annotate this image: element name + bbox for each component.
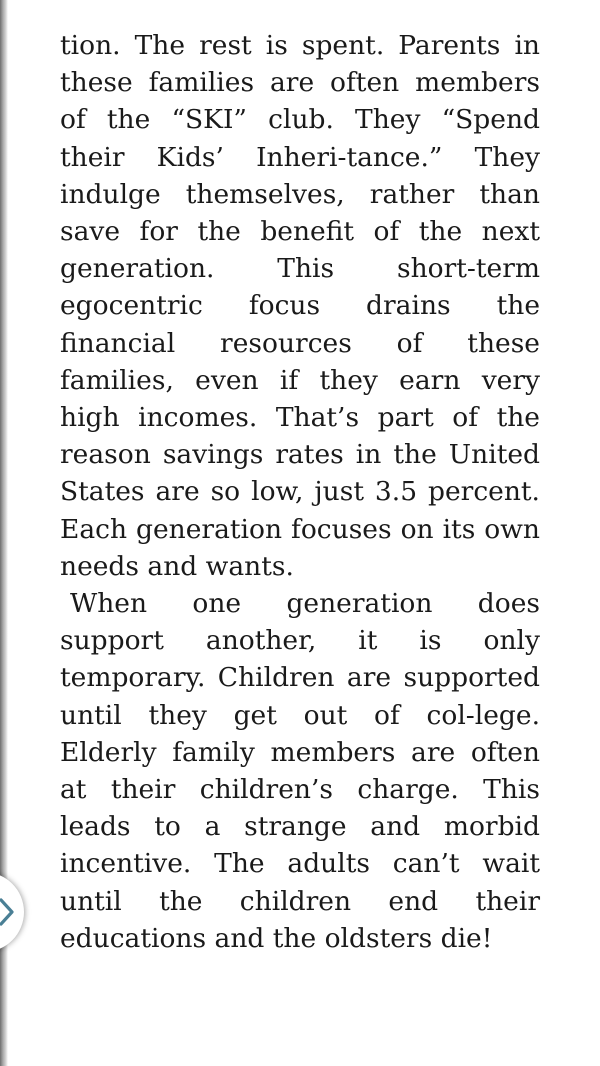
text-line: lege. Elderly family members are often xyxy=(60,699,540,768)
text-line: a strange and morbid incentive. The xyxy=(60,811,540,880)
text-line: these families, even if they earn very xyxy=(60,327,540,396)
text-line: club. They “Spend their Kids’ Inheri- xyxy=(60,104,540,173)
text-line: focuses on its own needs and wants. xyxy=(60,513,540,582)
text-line: are supported until they get out of col- xyxy=(60,662,540,731)
next-page-button[interactable] xyxy=(0,872,24,952)
reader-page-text xyxy=(60,27,540,957)
text-line: focus drains the financial resources of xyxy=(60,290,540,359)
text-line: than save for the benefit of the next xyxy=(60,178,540,248)
text-line: tance.” They indulge themselves, rather xyxy=(60,141,540,210)
text-line: families are often members of the “SKI” xyxy=(60,67,540,136)
text-line: high incomes. That’s part of the reason xyxy=(60,402,540,471)
text-line: another, it is only temporary. Children xyxy=(60,625,540,694)
text-line: adults can’t wait until the children end xyxy=(60,848,540,917)
text-line: low, just 3.5 percent. Each generation xyxy=(60,476,540,545)
text-line: tion. The rest is spent. Parents in these xyxy=(60,30,540,99)
chevron-right-icon xyxy=(0,894,18,930)
text-line: When one generation does support xyxy=(60,588,540,657)
paragraph-1 xyxy=(60,27,540,585)
paragraph-2 xyxy=(60,585,540,957)
text-line: at their children’s charge. This leads to xyxy=(60,774,540,843)
text-line: savings rates in the United States are so xyxy=(60,439,540,508)
text-line: their educations and the oldsters die! xyxy=(60,885,540,954)
text-line: generation. This short-term egocentric xyxy=(60,253,540,322)
